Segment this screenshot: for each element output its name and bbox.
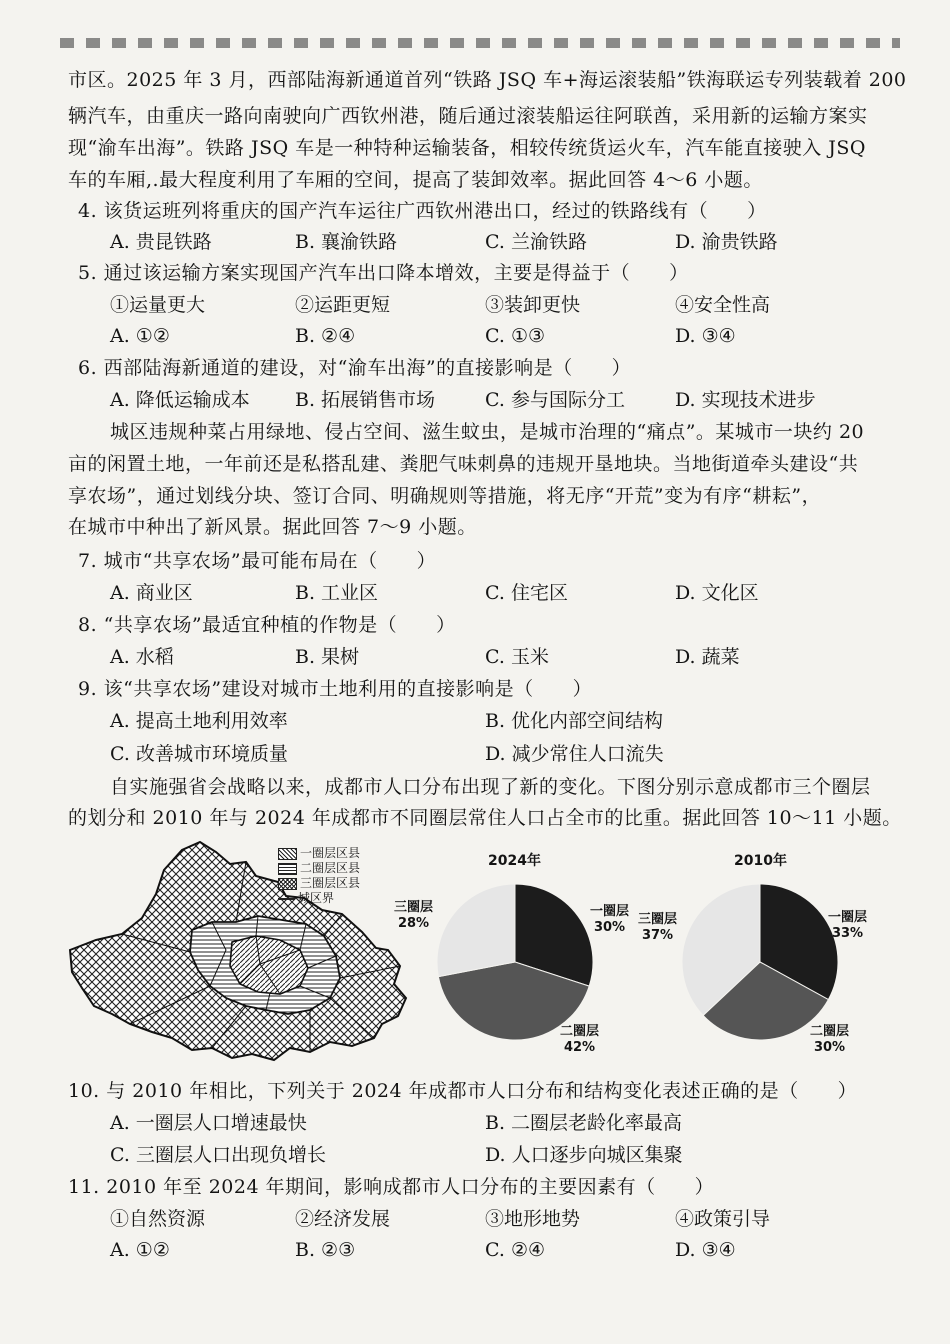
passage3-line2: 的划分和 2010 年与 2024 年成都市不同圈层常住人口占全市的比重。据此回答 10～11 小题。: [68, 807, 902, 829]
passage1-line3: 现“渝车出海”。铁路 JSQ 车是一种特种运输装备，相较传统货运火车，汽车能直接驶入 JSQ: [68, 137, 866, 159]
option-c[interactable]: C. 三圈层人口出现负增长: [110, 1144, 326, 1166]
pie-chart-2010: [682, 884, 838, 1040]
question-11-options: [110, 1236, 900, 1264]
option-a[interactable]: A. ①②: [110, 325, 170, 347]
option-c[interactable]: C. 改善城市环境质量: [110, 743, 288, 765]
option-b[interactable]: B. 工业区: [295, 582, 379, 604]
item-2: ②运距更短: [295, 294, 391, 316]
pie-2024-label-first: 一圈层 30%: [590, 904, 630, 935]
option-c[interactable]: C. 兰渝铁路: [485, 231, 587, 253]
legend-first-ring: 一圈层区县: [278, 846, 360, 861]
question-9-options-row1: [110, 707, 900, 735]
pie-2010-label-third: 三圈层 37%: [638, 912, 678, 943]
item-1: ①运量更大: [110, 294, 206, 316]
item-3: ③装卸更快: [485, 294, 581, 316]
passage3-line1: 自实施强省会战略以来，成都市人口分布出现了新的变化。下图分别示意成都市三个圈层: [110, 776, 871, 798]
item-2: ②经济发展: [295, 1208, 391, 1230]
question-5-items: [110, 291, 900, 319]
chengdu-map-and-pies: [60, 838, 900, 1070]
option-d[interactable]: D. ③④: [675, 1239, 736, 1261]
chengdu-figure: [60, 838, 900, 1070]
question-8-options: [110, 643, 900, 671]
item-4: ④安全性高: [675, 294, 771, 316]
pie-2010-title: 2010年: [734, 853, 787, 869]
item-3: ③地形地势: [485, 1208, 581, 1230]
passage1-line4: 车的车厢,.最大程度利用了车厢的空间，提高了装卸效率。据此回答 4～6 小题。: [68, 169, 763, 191]
option-b[interactable]: B. 拓展销售市场: [295, 389, 436, 411]
pie-2010-label-second: 二圈层 30%: [810, 1024, 850, 1055]
passage2-line2: 亩的闲置土地，一年前还是私搭乱建、粪肥气味刺鼻的违规开垦地块。当地街道牵头建设“共: [68, 453, 859, 475]
question-9-stem: 9. 该“共享农场”建设对城市土地利用的直接影响是（ ）: [78, 678, 593, 700]
option-c[interactable]: C. 住宅区: [485, 582, 568, 604]
option-c[interactable]: C. 玉米: [485, 646, 549, 668]
passage2-line4: 在城市中种出了新风景。据此回答 7～9 小题。: [68, 516, 477, 538]
question-7-stem: 7. 城市“共享农场”最可能布局在（ ）: [78, 550, 437, 572]
pie-2024-label-second: 二圈层 42%: [560, 1024, 600, 1055]
option-a[interactable]: A. 贵昆铁路: [110, 231, 212, 253]
option-c[interactable]: C. ①③: [485, 325, 546, 347]
passage2-line1: 城区违规种菜占用绿地、侵占空间、滋生蚊虫，是城市治理的“痛点”。某城市一块约 20: [110, 421, 865, 443]
map-legend: [278, 846, 360, 906]
option-d[interactable]: D. 文化区: [675, 582, 759, 604]
legend-line: [278, 898, 295, 900]
pie-2024-title: 2024年: [488, 853, 541, 869]
question-11-items: [110, 1205, 900, 1233]
pie-2024-label-third: 三圈层 28%: [394, 900, 434, 931]
question-10-options-row1: [110, 1109, 900, 1137]
passage1-line1: 市区。2025 年 3 月，西部陆海新通道首列“铁路 JSQ 车+海运滚装船”铁海联运专列装载着 200: [68, 69, 907, 91]
option-a[interactable]: A. 降低运输成本: [110, 389, 250, 411]
option-d[interactable]: D. 渝贵铁路: [675, 231, 778, 253]
option-b[interactable]: B. 二圈层老龄化率最高: [485, 1112, 683, 1134]
option-c[interactable]: C. 参与国际分工: [485, 389, 625, 411]
option-a[interactable]: A. 提高土地利用效率: [110, 710, 288, 732]
passage1-line2: 辆汽车，由重庆一路向南驶向广西钦州港，随后通过滚装船运往阿联酋，采用新的运输方案实: [68, 105, 868, 127]
option-b[interactable]: B. ②④: [295, 325, 356, 347]
option-b[interactable]: B. 果树: [295, 646, 360, 668]
option-a[interactable]: A. 一圈层人口增速最快: [110, 1112, 307, 1134]
cropped-top-line: [60, 38, 900, 48]
option-b[interactable]: B. 襄渝铁路: [295, 231, 398, 253]
option-d[interactable]: D. 实现技术进步: [675, 389, 816, 411]
option-d[interactable]: D. ③④: [675, 325, 736, 347]
question-5-options: [110, 322, 900, 350]
option-c[interactable]: C. ②④: [485, 1239, 546, 1261]
question-7-options: [110, 579, 900, 607]
option-d[interactable]: D. 减少常住人口流失: [485, 743, 664, 765]
legend-swatch: [278, 878, 297, 890]
passage2-line3: 享农场”，通过划线分块、签订合同、明确规则等措施，将无序“开荒”变为有序“耕耘”，: [68, 485, 822, 507]
option-a[interactable]: A. 水稻: [110, 646, 174, 668]
question-4-options: [110, 228, 900, 256]
option-a[interactable]: A. 商业区: [110, 582, 193, 604]
legend-swatch: [278, 863, 297, 875]
option-b[interactable]: B. ②③: [295, 1239, 356, 1261]
legend-second-ring: 二圈层区县: [278, 861, 360, 876]
option-a[interactable]: A. ①②: [110, 1239, 170, 1261]
option-b[interactable]: B. 优化内部空间结构: [485, 710, 664, 732]
item-1: ①自然资源: [110, 1208, 206, 1230]
question-5-stem: 5. 通过该运输方案实现国产汽车出口降本增效，主要是得益于（ ）: [78, 262, 689, 284]
item-4: ④政策引导: [675, 1208, 771, 1230]
question-10-options-row2: [110, 1141, 900, 1169]
legend-third-ring: 三圈层区县: [278, 876, 360, 891]
legend-swatch: [278, 848, 297, 860]
question-4-stem: 4. 该货运班列将重庆的国产汽车运往广西钦州港出口，经过的铁路线有（ ）: [78, 200, 767, 222]
question-10-stem: 10. 与 2010 年相比，下列关于 2024 年成都市人口分布和结构变化表述正确的是（ ）: [68, 1080, 858, 1102]
question-11-stem: 11. 2010 年至 2024 年期间，影响成都市人口分布的主要因素有（ ）: [68, 1176, 715, 1198]
question-9-options-row2: [110, 740, 900, 768]
legend-urban-boundary: 城区界: [278, 891, 360, 906]
question-8-stem: 8. “共享农场”最适宜种植的作物是（ ）: [78, 614, 456, 636]
option-d[interactable]: D. 人口逐步向城区集聚: [485, 1144, 683, 1166]
question-6-options: [110, 386, 900, 414]
question-6-stem: 6. 西部陆海新通道的建设，对“渝车出海”的直接影响是（ ）: [78, 357, 632, 379]
pie-slice-3: [437, 884, 515, 977]
option-d[interactable]: D. 蔬菜: [675, 646, 740, 668]
pie-chart-2024: [437, 884, 593, 1040]
pie-2010-label-first: 一圈层 33%: [828, 910, 868, 941]
